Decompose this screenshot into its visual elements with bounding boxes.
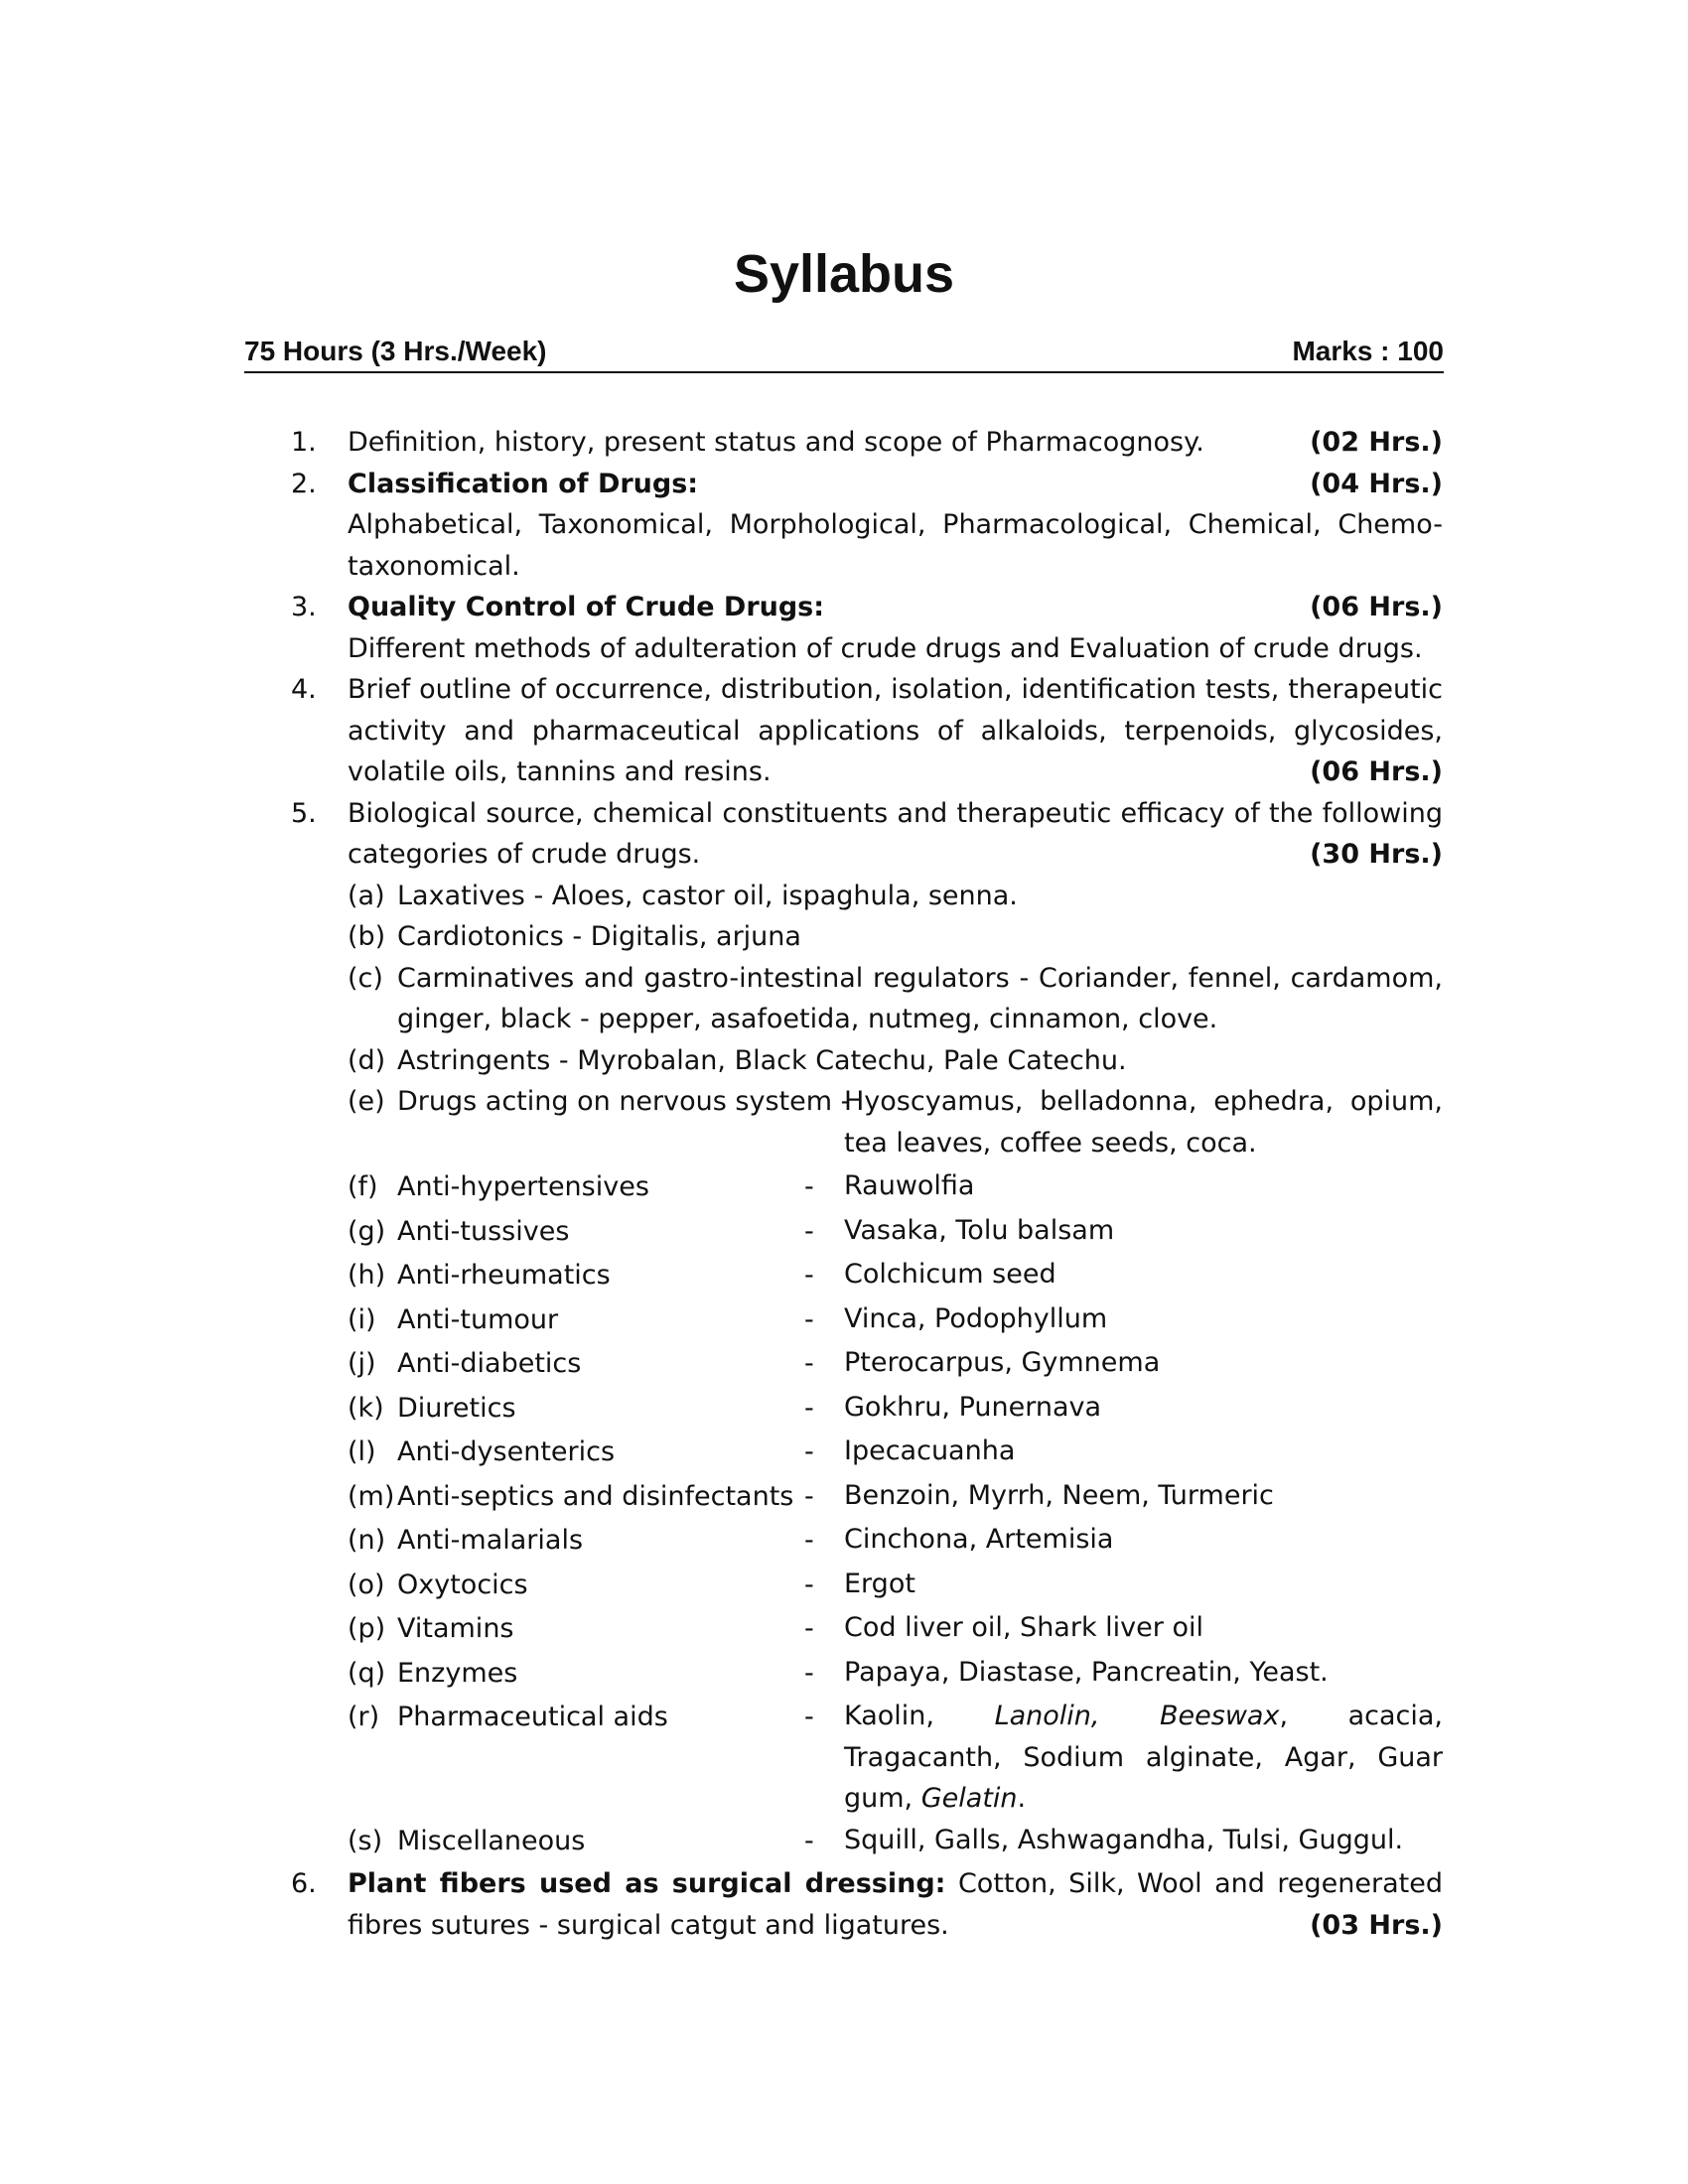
syllabus-item-5 <box>291 793 1443 876</box>
subitem-category: Anti-rheumatics <box>397 1260 611 1291</box>
item-text: Definition, history, present status and scope of Pharmacognosy. <box>348 427 1204 458</box>
subitem-letter: (p) <box>348 1613 386 1644</box>
subitem-text: Laxatives - Aloes, castor oil, ispaghula, senna. <box>397 880 1018 911</box>
drugs-part: Kaolin, <box>844 1701 934 1731</box>
subitem-d <box>348 1040 1443 1082</box>
syllabus-item-2 <box>291 464 1443 588</box>
drugs-part: . <box>1017 1783 1027 1814</box>
subitem-letter: (k) <box>348 1392 384 1424</box>
item-text: Cotton, Silk, Wool and regenerated fibres sutures - surgical catgut and ligatures. <box>348 1868 1443 1941</box>
subitem-row <box>348 1607 1443 1652</box>
subitem-c <box>348 958 1443 1040</box>
subitem-category: Anti-diabetics <box>397 1348 582 1379</box>
subitem-text: Astringents - Myrobalan, Black Catechu, Pale Catechu. <box>397 1044 1127 1076</box>
item-number: 3. <box>291 592 317 622</box>
item-number: 4. <box>291 674 317 705</box>
item-hours: (06 Hrs.) <box>1310 592 1443 622</box>
subitem-drugs: Cod liver oil, Shark liver oil <box>844 1612 1203 1643</box>
subitem-drugs: Rauwolfia <box>844 1170 975 1201</box>
subitem-category: Oxytocics <box>397 1569 528 1600</box>
subitem-dash: - <box>804 1436 814 1467</box>
subitem-row <box>348 1342 1443 1387</box>
subitem-row <box>348 1519 1443 1564</box>
subitem-letter: (m) <box>348 1480 395 1512</box>
subitem-dash: - <box>804 1392 814 1424</box>
subitem-drugs: Pterocarpus, Gymnema <box>844 1347 1161 1378</box>
item-hours: (30 Hrs.) <box>1310 839 1443 870</box>
item-text: Brief outline of occurrence, distribution, isolation, identification tests, therapeutic activity and pharmaceutical applications of alkaloids, terpenoids, glycosides, volatile oils, tannins and resins. <box>348 674 1443 787</box>
item-heading: Plant fibers used as surgical dressing: <box>348 1868 946 1899</box>
drug-categories <box>291 876 1443 1864</box>
subitem-letter: (n) <box>348 1525 386 1556</box>
subitem-dash: - <box>804 1480 814 1512</box>
subitem-category: Drugs acting on nervous system - <box>397 1086 851 1117</box>
page-title: Syllabus <box>733 244 955 304</box>
subitem-letter: (e) <box>348 1086 385 1117</box>
subitem-category: Miscellaneous <box>397 1825 586 1856</box>
subitem-letter: (l) <box>348 1436 376 1467</box>
subitem-letter: (f) <box>348 1171 378 1202</box>
subitem-category: Anti-malarials <box>397 1525 584 1556</box>
subitem-category: Anti-tussives <box>397 1215 570 1247</box>
subitem-letter: (d) <box>348 1044 386 1076</box>
subitem-e <box>348 1081 1443 1163</box>
subitem-dash: - <box>804 1825 814 1856</box>
item-heading: Quality Control of Crude Drugs: <box>348 592 825 622</box>
subitem-text: Carminatives and gastro-intestinal regulators - Coriander, fennel, cardamom, ginger, black - pepper, asafoetida, nutmeg, cinnamon, clove. <box>397 962 1443 1034</box>
subitem-row <box>348 1210 1443 1255</box>
subitem-dash: - <box>804 1348 814 1379</box>
subitem-row <box>348 1564 1443 1608</box>
subitem-drugs: Papaya, Diastase, Pancreatin, Yeast. <box>844 1656 1329 1688</box>
item-hours: (06 Hrs.) <box>1310 756 1443 787</box>
item-number: 6. <box>291 1868 317 1899</box>
subitem-category: Vitamins <box>397 1613 514 1644</box>
subitem-b <box>348 916 1443 958</box>
subitem-dash: - <box>804 1260 814 1291</box>
subitem-drugs: Vinca, Podophyllum <box>844 1302 1108 1334</box>
subitem-table <box>348 1165 1443 1863</box>
subitem-letter: (a) <box>348 880 385 911</box>
subitem-row-s <box>348 1820 1443 1864</box>
item-hours: (03 Hrs.) <box>1310 1909 1443 1941</box>
course-meta <box>244 336 1444 373</box>
syllabus-item-4 <box>291 669 1443 793</box>
subitem-letter: (q) <box>348 1657 386 1689</box>
item-text: Alphabetical, Taxonomical, Morphological, Pharmacological, Chemical, Chemo-taxonomical. <box>348 509 1443 582</box>
subitem-drugs: Cinchona, Artemisia <box>844 1524 1114 1555</box>
subitem-row <box>348 1387 1443 1432</box>
subitem-letter: (s) <box>348 1825 383 1856</box>
drugs-italic: Lanolin, Beeswax <box>994 1701 1280 1731</box>
subitem-row <box>348 1165 1443 1210</box>
item-text: Biological source, chemical constituents and therapeutic efficacy of the following categories of crude drugs. <box>348 797 1443 870</box>
subitem-letter: (c) <box>348 962 383 994</box>
syllabus-item-1 <box>291 422 1443 464</box>
subitem-row <box>348 1431 1443 1475</box>
subitem-dash: - <box>804 1702 814 1732</box>
subitem-dash: - <box>804 1657 814 1689</box>
drugs-italic: Gelatin <box>920 1783 1018 1814</box>
subitem-category: Pharmaceutical aids <box>397 1702 668 1732</box>
subitem-category: Anti-dysenterics <box>397 1436 616 1467</box>
item-text: Different methods of adulteration of crude drugs and Evaluation of crude drugs. <box>348 632 1423 664</box>
item-number: 5. <box>291 797 317 829</box>
subitem-drugs: Vasaka, Tolu balsam <box>844 1214 1115 1246</box>
subitem-dash: - <box>804 1525 814 1556</box>
subitem-a <box>348 876 1443 917</box>
item-number: 1. <box>291 427 317 458</box>
subitem-letter: (h) <box>348 1260 386 1291</box>
subitem-drugs: Benzoin, Myrrh, Neem, Turmeric <box>844 1479 1274 1511</box>
item-number: 2. <box>291 468 317 499</box>
subitem-letter: (j) <box>348 1348 376 1379</box>
subitem-drugs: Ipecacuanha <box>844 1435 1016 1466</box>
subitem-category: Enzymes <box>397 1657 518 1689</box>
subitem-drugs: Gokhru, Punernava <box>844 1391 1102 1423</box>
subitem-letter: (b) <box>348 921 386 952</box>
total-hours: 75 Hours (3 Hrs./Week) <box>244 336 547 366</box>
syllabus-item-6 <box>291 1863 1443 1946</box>
subitem-row <box>348 1254 1443 1298</box>
item-hours: (04 Hrs.) <box>1310 468 1443 499</box>
subitem-dash: - <box>804 1215 814 1247</box>
subitem-letter: (i) <box>348 1303 376 1335</box>
subitem-drugs: Colchicum seed <box>844 1259 1056 1290</box>
subitem-drugs: Squill, Galls, Ashwagandha, Tulsi, Guggul. <box>844 1824 1404 1855</box>
subitem-dash: - <box>804 1569 814 1600</box>
syllabus-item-3 <box>291 587 1443 669</box>
subitem-dash: - <box>804 1613 814 1644</box>
subitem-row <box>348 1652 1443 1697</box>
subitem-row <box>348 1475 1443 1520</box>
subitem-category: Anti-tumour <box>397 1303 559 1335</box>
drugs-part: , acacia, Tragacanth, Sodium alginate, Agar, Guar gum, <box>844 1701 1443 1814</box>
subitem-drugs <box>844 1696 1443 1820</box>
subitem-row-r <box>348 1696 1443 1820</box>
subitem-drugs: Ergot <box>844 1568 915 1599</box>
subitem-category: Diuretics <box>397 1392 516 1424</box>
syllabus-content <box>291 422 1443 1946</box>
subitem-drugs: Hyoscyamus, belladonna, ephedra, opium, tea leaves, coffee seeds, coca. <box>844 1086 1443 1159</box>
subitem-row <box>348 1298 1443 1343</box>
total-marks: Marks : 100 <box>1292 336 1444 366</box>
item-hours: (02 Hrs.) <box>1310 427 1443 458</box>
subitem-letter: (r) <box>348 1702 380 1732</box>
subitem-letter: (o) <box>348 1569 385 1600</box>
subitem-letter: (g) <box>348 1215 386 1247</box>
subitem-text: Cardiotonics - Digitalis, arjuna <box>397 921 801 952</box>
item-heading: Classification of Drugs: <box>348 468 699 499</box>
subitem-category: Anti-septics and disinfectants <box>397 1480 794 1512</box>
subitem-dash: - <box>804 1303 814 1335</box>
subitem-dash: - <box>804 1171 814 1202</box>
subitem-category: Anti-hypertensives <box>397 1171 649 1202</box>
